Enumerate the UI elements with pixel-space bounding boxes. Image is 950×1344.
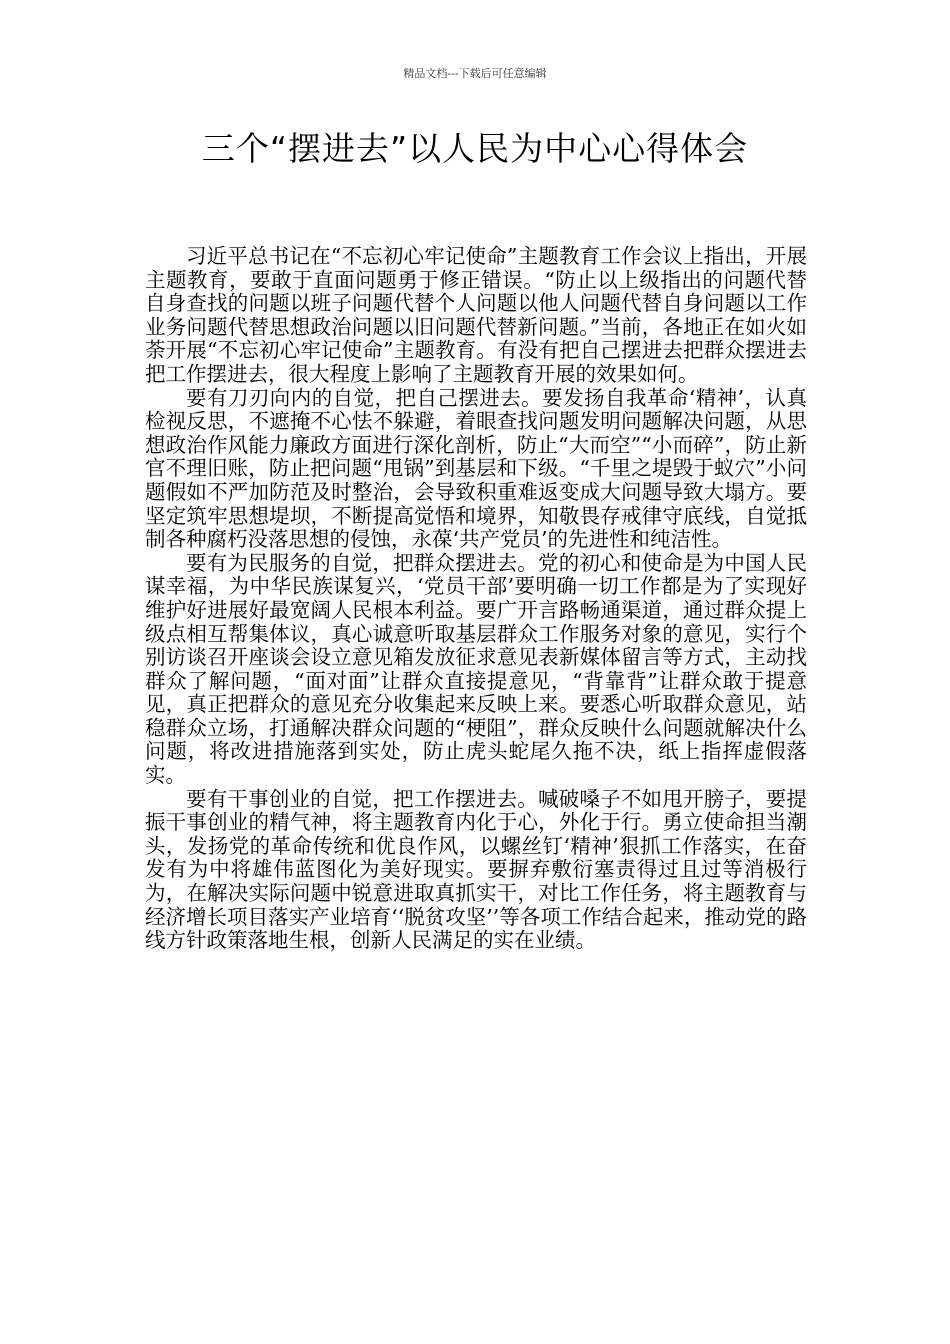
paragraph-3: 要有为民服务的自觉，把群众摆进去。党的初心和使命是为中国人民谋幸福，为中华民族谋复兴，‘党员干部’要明确一切工作都是为了实现好维护好进展好最宽阔人民根本利益。要广开言路畅通渠道，通过群众提上级点相互帮集体议，真心诚意听取基层群众工作服务对象的意见，实行个别访谈召开座谈会设立意见箱发放征求意见表新媒体留言等方式，主动找群众了解问题，“面对面”让群众直接提意见，“背靠背”让群众敢于提意见，真正把群众的意见充分收集起来反映上来。要悉心听取群众意见，站稳群众立场，打通解决群众问题的“梗阻”，群众反映什么问题就解决什么问题，将改进措施落到实处，防止虎头蛇尾久拖不决，纸上指挥虚假落实。 bbox=[145, 550, 807, 788]
paragraph-1: 习近平总书记在“不忘初心牢记使命”主题教育工作会议上指出，开展主题教育，要敢于直面问题勇于修正错误。“防止以上级指出的问题代替自身查找的问题以班子问题代替个人问题以他人问题代替自身问题以工作业务问题代替思想政治问题以旧问题代替新问题。”当前，各地正在如火如荼开展“不忘初心牢记使命”主题教育。有没有把自己摆进去把群众摆进去把工作摆进去，很大程度上影响了主题教育开展的效果如何。 bbox=[145, 244, 807, 386]
document-body bbox=[145, 245, 807, 953]
paragraph-4: 要有干事创业的自觉，把工作摆进去。喊破嗓子不如甩开膀子，要提振干事创业的精气神，将主题教育内化于心，外化于行。勇立使命担当潮头，发扬党的革命传统和优良作风，以螺丝钉‘精神’狠抓工作落实，在奋发有为中将雄伟蓝图化为美好现实。要摒弃敷衍塞责得过且过等消极行为，在解决实际问题中锐意进取真抓实干，对比工作任务，将主题教育与经济增长项目落实产业培育‘‘脱贫攻坚’’等各项工作结合起来，推动党的路线方针政策落地生根，创新人民满足的实在业绩。 bbox=[145, 786, 807, 953]
paragraph-2: 要有刀刃向内的自觉，把自己摆进去。要发扬自我革命‘精神’，认真检视反思，不遮掩不心怯不躲避，着眼查找问题发明问题解决问题，从思想政治作风能力廉政方面进行深化剖析，防止“大而空”“小而碎”，防止新官不理旧账，防止把问题“甩锅”到基层和下级。“千里之堤毁于蚁穴”小问题假如不严加防范及时整治，会导致积重难返变成大问题导致大塌方。要坚定筑牢思想堤坝，不断提高觉悟和境界，知敬畏存戒律守底线，自觉抵制各种腐朽没落思想的侵蚀，永葆‘共产党员’的先进性和纯洁性。 bbox=[145, 385, 807, 552]
header-note: 精品文档---下载后可任意编辑 bbox=[403, 67, 547, 80]
document-title: 三个“摆进去”以人民为中心心得体会 bbox=[201, 129, 749, 168]
